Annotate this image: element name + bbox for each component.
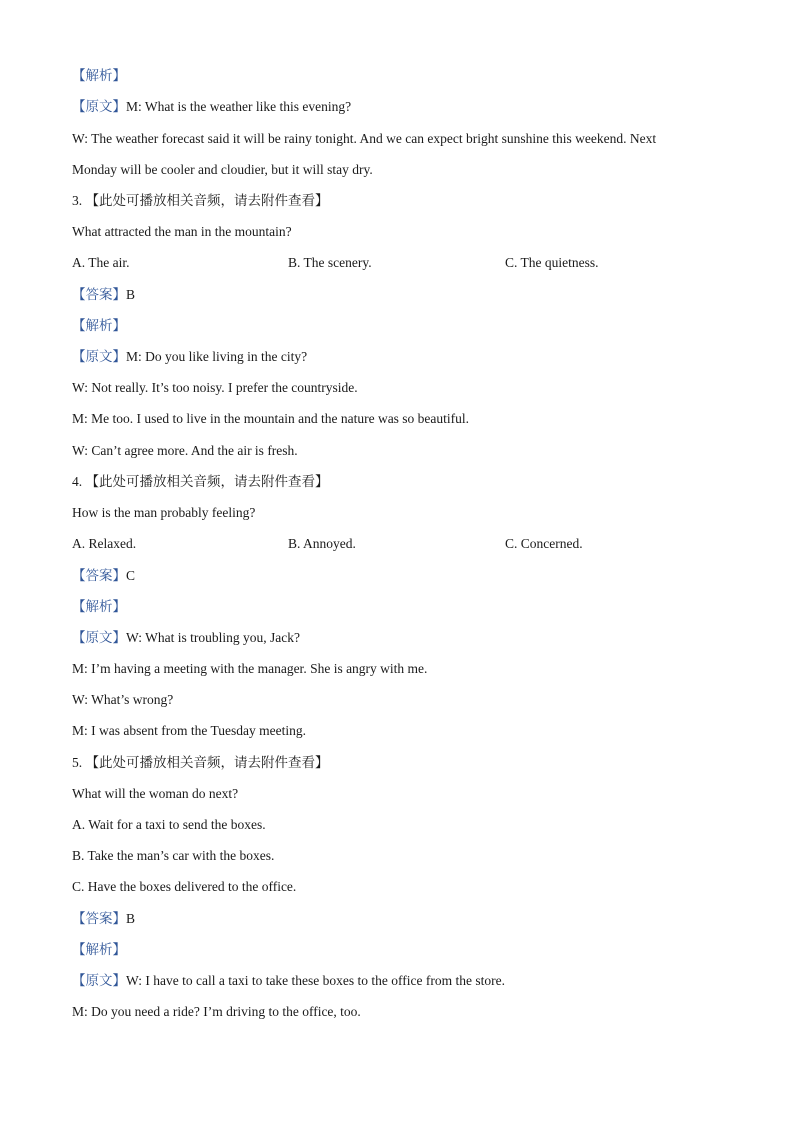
q4-option-c: C. Concerned. [505,536,583,551]
answer-value: B [126,911,136,926]
q4-transcript-line-2: M: I’m having a meeting with the manager. She is angry with me. [72,661,428,676]
q4-answer [72,567,135,585]
q5-answer [72,910,135,928]
q3-transcript-line-2: W: Not really. It’s too noisy. I prefer the countryside. [72,380,358,395]
q4-transcript-line-4: M: I was absent from the Tuesday meeting. [72,723,306,738]
q4-question: How is the man probably feeling? [72,505,256,520]
transcript-label: 【原文】 [72,99,126,114]
q3-transcript-line-1 [72,348,307,366]
q2-transcript-line-2: W: The weather forecast said it will be rainy tonight. And we can expect bright sunshine this weekend. Next [72,131,657,146]
answer-value: B [126,287,136,302]
q2-analysis-label: 【解析】 [72,68,126,83]
q4-option-b: B. Annoyed. [288,536,356,551]
q3-answer [72,286,135,304]
q5-transcript-line-1 [72,972,505,990]
q4-transcript-line-1 [72,629,300,647]
transcript-text: M: What is the weather like this evening? [126,99,352,114]
q2-transcript-line-3: Monday will be cooler and cloudier, but it will stay dry. [72,162,373,177]
q3-option-b: B. The scenery. [288,255,372,270]
answer-value: C [126,568,136,583]
q4-option-a: A. Relaxed. [72,536,137,551]
answer-label: 【答案】 [72,287,126,302]
q5-option-b: B. Take the man’s car with the boxes. [72,848,275,863]
q5-question: What will the woman do next? [72,786,239,801]
transcript-text: M: Do you like living in the city? [126,349,308,364]
q2-transcript-line-1 [72,98,351,116]
q4-transcript-line-3: W: What’s wrong? [72,692,174,707]
q5-header: 5. 【此处可播放相关音频，请去附件查看】 [72,755,329,770]
q3-transcript-line-4: W: Can’t agree more. And the air is fresh. [72,443,298,458]
transcript-text: W: What is troubling you, Jack? [126,630,300,645]
q3-analysis-label: 【解析】 [72,318,126,333]
transcript-label: 【原文】 [72,973,126,988]
q5-option-a: A. Wait for a taxi to send the boxes. [72,817,266,832]
transcript-text: W: I have to call a taxi to take these boxes to the office from the store. [126,973,505,988]
transcript-label: 【原文】 [72,349,126,364]
transcript-label: 【原文】 [72,630,126,645]
q4-analysis-label: 【解析】 [72,599,126,614]
q4-header: 4. 【此处可播放相关音频，请去附件查看】 [72,474,329,489]
q5-option-c: C. Have the boxes delivered to the office. [72,879,297,894]
q3-option-a: A. The air. [72,255,130,270]
answer-label: 【答案】 [72,911,126,926]
q3-question: What attracted the man in the mountain? [72,224,292,239]
q5-analysis-label: 【解析】 [72,942,126,957]
q3-transcript-line-3: M: Me too. I used to live in the mountain and the nature was so beautiful. [72,411,470,426]
answer-label: 【答案】 [72,568,126,583]
q5-transcript-line-2: M: Do you need a ride? I’m driving to the office, too. [72,1004,361,1019]
q3-option-c: C. The quietness. [505,255,599,270]
q3-header: 3. 【此处可播放相关音频，请去附件查看】 [72,193,329,208]
